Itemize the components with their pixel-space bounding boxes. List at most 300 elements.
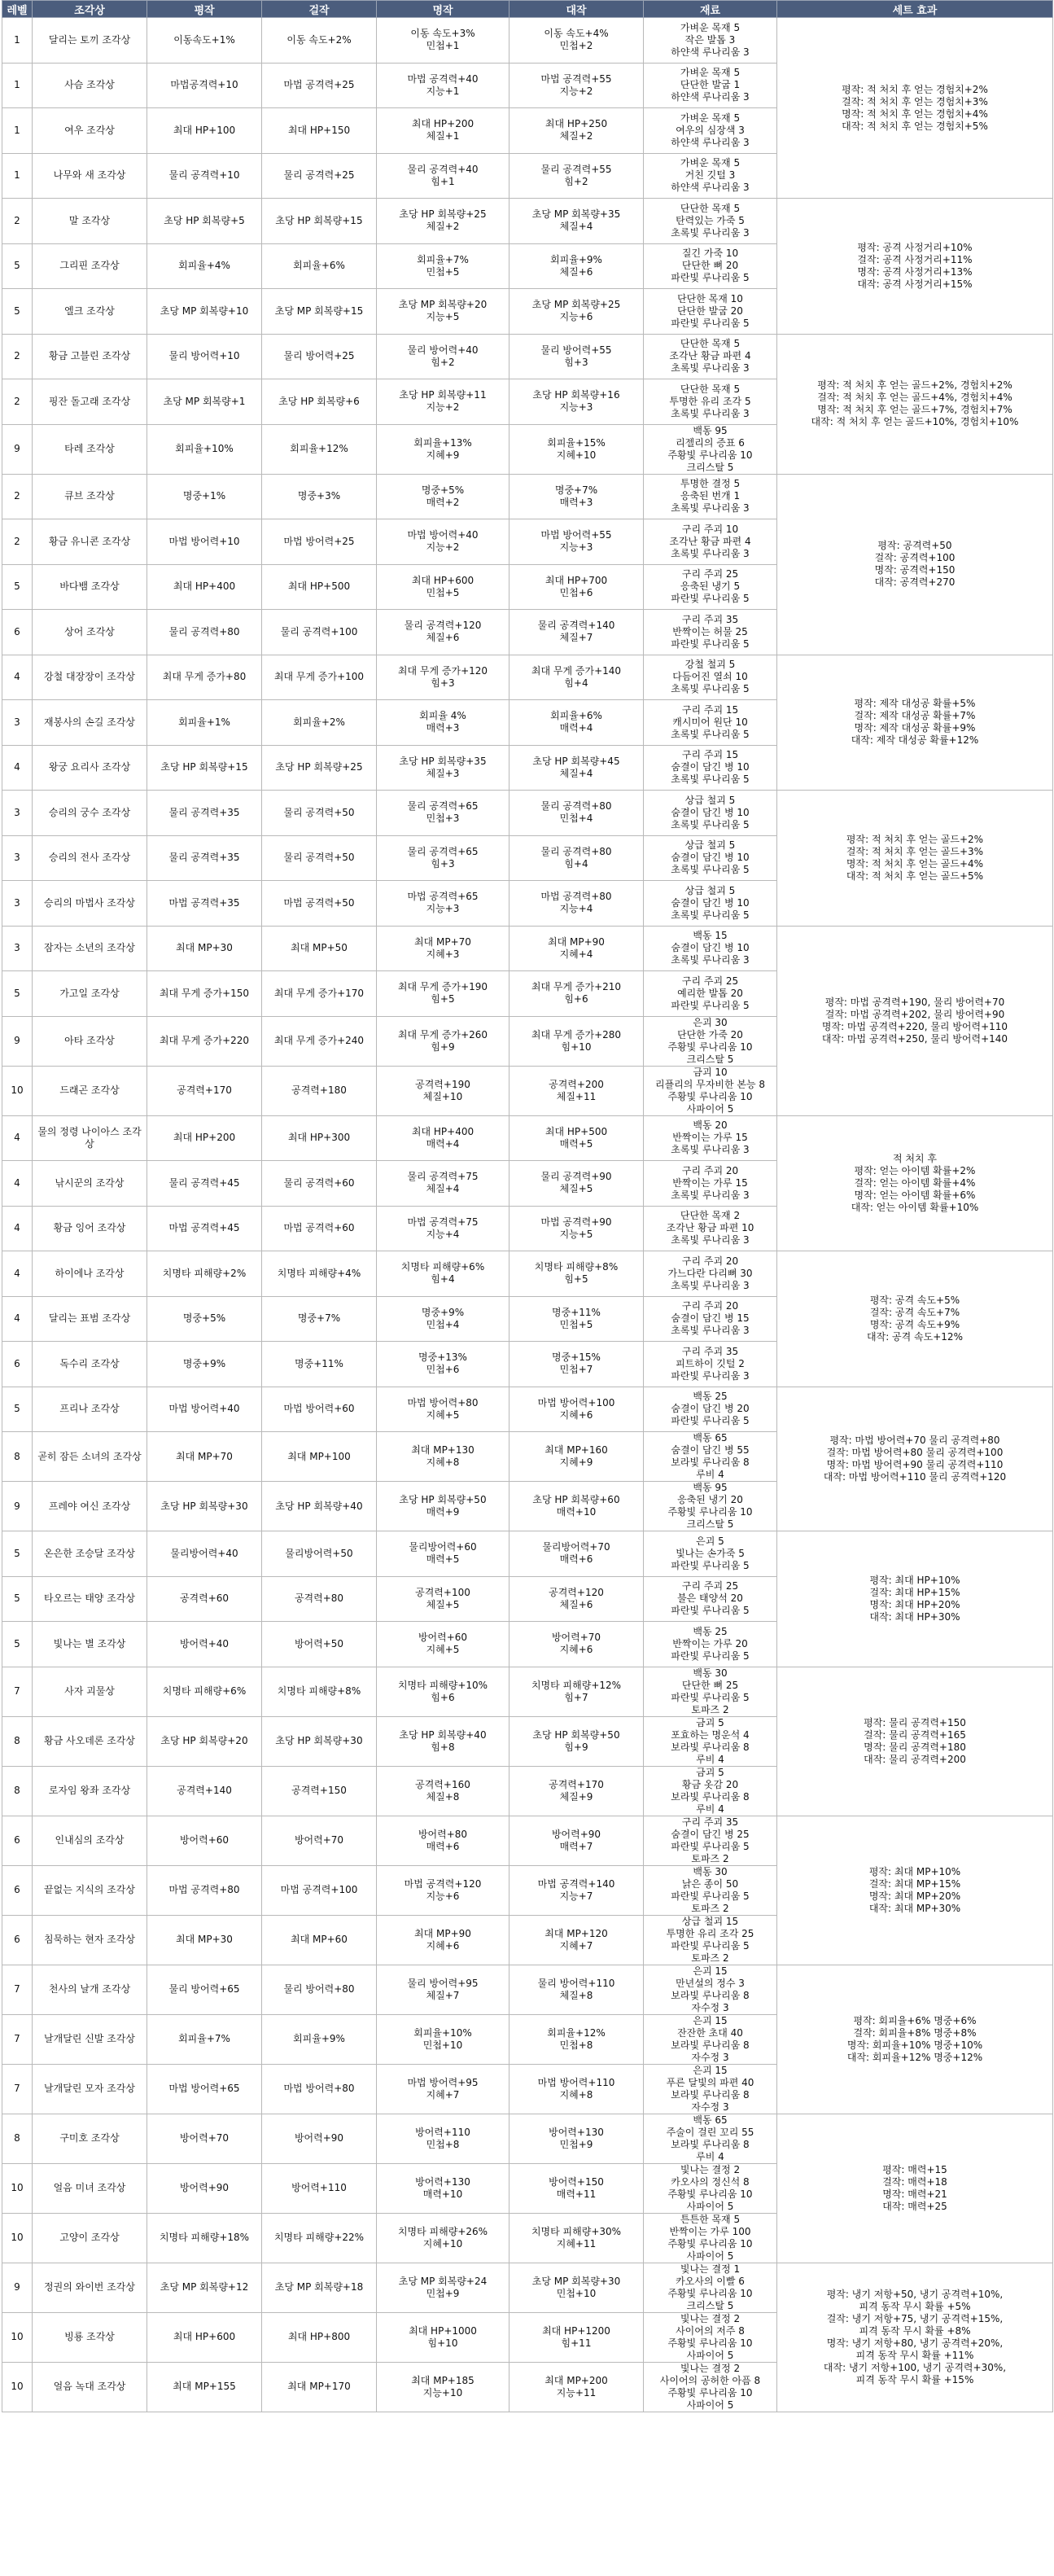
materials-cell: 빛나는 결정 1 카오사의 이빨 6 주황빛 루나리움 10 크리스탈 5 [644, 2263, 777, 2312]
great-grade-cell: 마법 방어력+95 지혜+7 [377, 2064, 510, 2114]
materials-cell: 구리 주괴 35 반짝이는 허물 25 파란빛 루나리움 5 [644, 610, 777, 655]
level-cell: 1 [2, 153, 33, 199]
set-effect-cell: 평작: 적 처치 후 얻는 경험치+2% 걸작: 적 처치 후 얻는 경험치+3% 명작: 적 처치 후 얻는 경험치+4% 대작: 적 처치 후 얻는 경험치+5% [777, 18, 1053, 199]
statue-name-cell: 빙룡 조각상 [33, 2312, 147, 2362]
great-grade-cell: 공격력+160 체질+8 [377, 1766, 510, 1816]
level-cell: 6 [2, 1342, 33, 1387]
masterpiece-grade-cell: 공격력+180 [262, 1066, 377, 1115]
header-row [2, 1, 1053, 18]
set-effect-cell: 평작: 물리 공격력+150 걸작: 물리 공격력+165 명작: 물리 공격력+180 대작: 물리 공격력+200 [777, 1667, 1053, 1816]
great-grade-cell: 치명타 피해량+26% 지혜+10 [377, 2213, 510, 2263]
normal-grade-cell: 마법 방어력+10 [147, 519, 262, 565]
great-grade-cell: 마법 공격력+75 지능+4 [377, 1206, 510, 1251]
epic-grade-cell: 치명타 피해량+30% 지혜+11 [510, 2213, 644, 2263]
epic-grade-cell: 초당 MP 회복량+30 민첩+10 [510, 2263, 644, 2312]
epic-grade-cell: 물리 공격력+80 민첩+4 [510, 791, 644, 836]
table-row [2, 1115, 1053, 1161]
statue-name-cell: 프레야 여신 조각상 [33, 1482, 147, 1531]
set-effect-cell: 평작: 매력+15 걸작: 매력+18 명작: 매력+21 대작: 매력+25 [777, 2114, 1053, 2263]
normal-grade-cell: 방어력+70 [147, 2114, 262, 2163]
great-grade-cell: 치명타 피해량+10% 힘+6 [377, 1667, 510, 1716]
masterpiece-grade-cell: 회피율+9% [262, 2014, 377, 2064]
table-row [2, 655, 1053, 700]
great-grade-cell: 최대 MP+70 지혜+3 [377, 926, 510, 971]
normal-grade-cell: 최대 MP+30 [147, 926, 262, 971]
great-grade-cell: 마법 공격력+120 지능+6 [377, 1865, 510, 1915]
epic-grade-cell: 물리방어력+70 매력+6 [510, 1531, 644, 1577]
statue-name-cell: 그리핀 조각상 [33, 243, 147, 289]
great-grade-cell: 공격력+100 체질+5 [377, 1576, 510, 1622]
header-great: 명작 [377, 1, 510, 18]
epic-grade-cell: 초당 MP 회복량+25 지능+6 [510, 289, 644, 335]
great-grade-cell: 최대 MP+185 지능+10 [377, 2362, 510, 2412]
great-grade-cell: 초당 HP 회복량+25 체질+2 [377, 199, 510, 244]
great-grade-cell: 최대 무게 증가+190 힘+5 [377, 971, 510, 1017]
normal-grade-cell: 회피율+7% [147, 2014, 262, 2064]
materials-cell: 투명한 결정 5 응축된 번개 1 초록빛 루나리움 3 [644, 474, 777, 519]
great-grade-cell: 초당 HP 회복량+40 힘+8 [377, 1716, 510, 1766]
epic-grade-cell: 물리 공격력+80 힘+4 [510, 835, 644, 881]
level-cell: 2 [2, 474, 33, 519]
statue-name-cell: 핑잔 돌고래 조각상 [33, 379, 147, 425]
materials-cell: 빛나는 결정 2 카오사의 정신석 8 주황빛 루나리움 10 사파이어 5 [644, 2163, 777, 2213]
great-grade-cell: 회피율+13% 지혜+9 [377, 424, 510, 474]
level-cell: 4 [2, 1296, 33, 1342]
level-cell: 5 [2, 243, 33, 289]
statue-name-cell: 인내심의 조각상 [33, 1816, 147, 1865]
masterpiece-grade-cell: 최대 MP+100 [262, 1432, 377, 1482]
normal-grade-cell: 초당 MP 회복량+1 [147, 379, 262, 425]
statue-name-cell: 로자임 왕좌 조각상 [33, 1766, 147, 1816]
great-grade-cell: 방어력+110 민첩+8 [377, 2114, 510, 2163]
statue-name-cell: 말 조각상 [33, 199, 147, 244]
set-effect-cell: 평작: 냉기 저항+50, 냉기 공격력+10%, 피격 동작 무시 확률 +5% 걸작: 냉기 저항+75, 냉기 공격력+15%, 피격 동작 무시 확률 +8% 명작: 냉기 저항+80, 냉기 공격력+20%, 피격 동작 무시 확률 +11% 대작: 냉기 저항+100, 냉기 공격력+30%, 피격 동작 무시 확률 +15% [777, 2263, 1053, 2412]
masterpiece-grade-cell: 명중+3% [262, 474, 377, 519]
epic-grade-cell: 최대 MP+90 지혜+4 [510, 926, 644, 971]
materials-cell: 구리 주괴 20 반짝이는 가루 15 초록빛 루나리움 3 [644, 1161, 777, 1207]
masterpiece-grade-cell: 공격력+80 [262, 1576, 377, 1622]
normal-grade-cell: 방어력+90 [147, 2163, 262, 2213]
table-row [2, 2114, 1053, 2163]
masterpiece-grade-cell: 회피율+6% [262, 243, 377, 289]
masterpiece-grade-cell: 명중+7% [262, 1296, 377, 1342]
normal-grade-cell: 이동속도+1% [147, 18, 262, 64]
materials-cell: 단단한 목재 5 탄력있는 가죽 5 초록빛 루나리움 3 [644, 199, 777, 244]
normal-grade-cell: 물리 공격력+35 [147, 791, 262, 836]
normal-grade-cell: 명중+5% [147, 1296, 262, 1342]
masterpiece-grade-cell: 최대 HP+500 [262, 564, 377, 610]
great-grade-cell: 최대 HP+600 민첩+5 [377, 564, 510, 610]
great-grade-cell: 마법 공격력+65 지능+3 [377, 881, 510, 927]
materials-cell: 은괴 15 만년설의 정수 3 보라빛 루나리움 8 자수정 3 [644, 1965, 777, 2014]
set-effect-cell: 평작: 회피율+6% 명중+6% 걸작: 회피율+8% 명중+8% 명작: 회피율+10% 명중+10% 대작: 회피율+12% 명중+12% [777, 1965, 1053, 2114]
table-row [2, 474, 1053, 519]
masterpiece-grade-cell: 방어력+110 [262, 2163, 377, 2213]
great-grade-cell: 회피율 4% 매력+3 [377, 700, 510, 746]
statue-name-cell: 재봉사의 손길 조각상 [33, 700, 147, 746]
materials-cell: 은괴 15 잔잔한 초대 40 보라빛 루나리움 8 자수정 3 [644, 2014, 777, 2064]
great-grade-cell: 물리 공격력+65 민첩+3 [377, 791, 510, 836]
level-cell: 9 [2, 2263, 33, 2312]
masterpiece-grade-cell: 치명타 피해량+22% [262, 2213, 377, 2263]
masterpiece-grade-cell: 공격력+150 [262, 1766, 377, 1816]
level-cell: 2 [2, 379, 33, 425]
level-cell: 4 [2, 655, 33, 700]
level-cell: 6 [2, 610, 33, 655]
epic-grade-cell: 공격력+120 체질+6 [510, 1576, 644, 1622]
header-statue: 조각상 [33, 1, 147, 18]
statue-name-cell: 빛나는 별 조각상 [33, 1622, 147, 1667]
materials-cell: 구리 주괴 10 조각난 황금 파편 4 초록빛 루나리움 3 [644, 519, 777, 565]
great-grade-cell: 초당 HP 회복량+50 매력+9 [377, 1482, 510, 1531]
materials-cell: 구리 주괴 25 응축된 냉기 5 파란빛 루나리움 5 [644, 564, 777, 610]
header-materials: 재료 [644, 1, 777, 18]
materials-cell: 구리 주괴 20 숨결이 담긴 병 15 초록빛 루나리움 3 [644, 1296, 777, 1342]
normal-grade-cell: 초당 HP 회복량+5 [147, 199, 262, 244]
level-cell: 3 [2, 791, 33, 836]
normal-grade-cell: 최대 무게 증가+150 [147, 971, 262, 1017]
table-row [2, 18, 1053, 64]
normal-grade-cell: 마법 방어력+65 [147, 2064, 262, 2114]
epic-grade-cell: 최대 MP+160 지혜+9 [510, 1432, 644, 1482]
epic-grade-cell: 마법 공격력+80 지능+4 [510, 881, 644, 927]
statue-name-cell: 물의 정령 나이아스 조각상 [33, 1115, 147, 1161]
masterpiece-grade-cell: 물리 공격력+50 [262, 835, 377, 881]
normal-grade-cell: 마법 공격력+35 [147, 881, 262, 927]
statue-name-cell: 황금 고블린 조각상 [33, 334, 147, 379]
epic-grade-cell: 회피율+6% 매력+4 [510, 700, 644, 746]
masterpiece-grade-cell: 치명타 피해량+4% [262, 1251, 377, 1297]
epic-grade-cell: 방어력+70 지혜+6 [510, 1622, 644, 1667]
masterpiece-grade-cell: 물리 공격력+25 [262, 153, 377, 199]
statue-name-cell: 엘크 조각상 [33, 289, 147, 335]
masterpiece-grade-cell: 최대 HP+300 [262, 1115, 377, 1161]
normal-grade-cell: 공격력+140 [147, 1766, 262, 1816]
statue-name-cell: 가고일 조각상 [33, 971, 147, 1017]
normal-grade-cell: 최대 무게 증가+80 [147, 655, 262, 700]
masterpiece-grade-cell: 물리 방어력+80 [262, 1965, 377, 2014]
level-cell: 7 [2, 1965, 33, 2014]
great-grade-cell: 최대 무게 증가+260 힘+9 [377, 1016, 510, 1066]
level-cell: 10 [2, 1066, 33, 1115]
normal-grade-cell: 초당 HP 회복량+30 [147, 1482, 262, 1531]
epic-grade-cell: 물리 공격력+140 체질+7 [510, 610, 644, 655]
set-effect-cell: 평작: 적 처치 후 얻는 골드+2%, 경험치+2% 걸작: 적 처치 후 얻는 골드+4%, 경험치+4% 명작: 적 처치 후 얻는 골드+7%, 경험치+7% 대작: 적 처치 후 얻는 골드+10%, 경험치+10% [777, 334, 1053, 474]
materials-cell: 백동 65 숨결이 담긴 병 55 보라빛 루나리움 8 루비 4 [644, 1432, 777, 1482]
masterpiece-grade-cell: 마법 공격력+60 [262, 1206, 377, 1251]
level-cell: 10 [2, 2163, 33, 2213]
normal-grade-cell: 공격력+170 [147, 1066, 262, 1115]
epic-grade-cell: 방어력+130 민첩+9 [510, 2114, 644, 2163]
statue-name-cell: 얼음 녹대 조각상 [33, 2362, 147, 2412]
epic-grade-cell: 최대 무게 증가+140 힘+4 [510, 655, 644, 700]
great-grade-cell: 물리 방어력+40 힘+2 [377, 334, 510, 379]
great-grade-cell: 물리 공격력+120 체질+6 [377, 610, 510, 655]
normal-grade-cell: 최대 HP+400 [147, 564, 262, 610]
great-grade-cell: 물리방어력+60 매력+5 [377, 1531, 510, 1577]
table-row [2, 1965, 1053, 2014]
level-cell: 3 [2, 700, 33, 746]
masterpiece-grade-cell: 물리 공격력+50 [262, 791, 377, 836]
materials-cell: 빛나는 결정 2 사이어의 저주 8 주황빛 루나리움 10 사파이어 5 [644, 2312, 777, 2362]
level-cell: 1 [2, 63, 33, 108]
materials-cell: 상급 철괴 5 숨결이 담긴 병 10 초록빛 루나리움 5 [644, 791, 777, 836]
masterpiece-grade-cell: 명중+11% [262, 1342, 377, 1387]
table-row [2, 199, 1053, 244]
epic-grade-cell: 명중+15% 민첩+7 [510, 1342, 644, 1387]
level-cell: 5 [2, 564, 33, 610]
masterpiece-grade-cell: 최대 무게 증가+100 [262, 655, 377, 700]
epic-grade-cell: 초당 HP 회복량+50 힘+9 [510, 1716, 644, 1766]
great-grade-cell: 초당 MP 회복량+24 민첩+9 [377, 2263, 510, 2312]
statue-name-cell: 승리의 마법사 조각상 [33, 881, 147, 927]
table-row [2, 1387, 1053, 1432]
level-cell: 4 [2, 1251, 33, 1297]
masterpiece-grade-cell: 마법 공격력+50 [262, 881, 377, 927]
materials-cell: 은괴 30 단단한 가죽 20 주황빛 루나리움 10 크리스탈 5 [644, 1016, 777, 1066]
great-grade-cell: 마법 방어력+80 지혜+5 [377, 1387, 510, 1432]
materials-cell: 가벼운 목재 5 거친 깃털 3 하얀색 루나리움 3 [644, 153, 777, 199]
materials-cell: 구리 주괴 15 캐시미어 원단 10 초록빛 루나리움 5 [644, 700, 777, 746]
masterpiece-grade-cell: 초당 MP 회복량+15 [262, 289, 377, 335]
statue-name-cell: 침묵하는 현자 조각상 [33, 1915, 147, 1965]
materials-cell: 구리 주괴 20 가느다란 다리뼈 30 초록빛 루나리움 3 [644, 1251, 777, 1297]
level-cell: 9 [2, 424, 33, 474]
materials-cell: 강철 철괴 5 다듬어진 열쇠 10 초록빛 루나리움 5 [644, 655, 777, 700]
great-grade-cell: 최대 무게 증가+120 힘+3 [377, 655, 510, 700]
statue-name-cell: 날개달린 신발 조각상 [33, 2014, 147, 2064]
epic-grade-cell: 회피율+12% 민첩+8 [510, 2014, 644, 2064]
level-cell: 7 [2, 2014, 33, 2064]
level-cell: 8 [2, 1716, 33, 1766]
level-cell: 6 [2, 1865, 33, 1915]
statue-name-cell: 황금 사오데론 조각상 [33, 1716, 147, 1766]
level-cell: 8 [2, 2114, 33, 2163]
epic-grade-cell: 치명타 피해량+12% 힘+7 [510, 1667, 644, 1716]
great-grade-cell: 최대 HP+400 매력+4 [377, 1115, 510, 1161]
normal-grade-cell: 초당 MP 회복량+12 [147, 2263, 262, 2312]
normal-grade-cell: 최대 무게 증가+220 [147, 1016, 262, 1066]
epic-grade-cell: 최대 무게 증가+210 힘+6 [510, 971, 644, 1017]
normal-grade-cell: 치명타 피해량+2% [147, 1251, 262, 1297]
masterpiece-grade-cell: 최대 MP+60 [262, 1915, 377, 1965]
statue-name-cell: 바다뱀 조각상 [33, 564, 147, 610]
set-effect-cell: 평작: 공격력+50 걸작: 공격력+100 명작: 공격력+150 대작: 공격력+270 [777, 474, 1053, 655]
statue-name-cell: 타레 조각상 [33, 424, 147, 474]
epic-grade-cell: 치명타 피해량+8% 힘+5 [510, 1251, 644, 1297]
statue-name-cell: 달리는 표범 조각상 [33, 1296, 147, 1342]
statue-name-cell: 낚시꾼의 조각상 [33, 1161, 147, 1207]
epic-grade-cell: 초당 HP 회복량+60 매력+10 [510, 1482, 644, 1531]
normal-grade-cell: 마법 공격력+45 [147, 1206, 262, 1251]
materials-cell: 빛나는 결정 2 사이어의 공허한 아픔 8 주황빛 루나리움 10 사파이어 5 [644, 2362, 777, 2412]
level-cell: 1 [2, 18, 33, 64]
materials-cell: 가벼운 목재 5 작은 발톱 3 하얀색 루나리움 3 [644, 18, 777, 64]
great-grade-cell: 초당 HP 회복량+35 체질+3 [377, 745, 510, 791]
materials-cell: 단단한 목재 5 조각난 황금 파편 4 초록빛 루나리움 3 [644, 334, 777, 379]
masterpiece-grade-cell: 물리 방어력+25 [262, 334, 377, 379]
epic-grade-cell: 회피율+15% 지혜+10 [510, 424, 644, 474]
great-grade-cell: 방어력+80 매력+6 [377, 1816, 510, 1865]
epic-grade-cell: 최대 무게 증가+280 힘+10 [510, 1016, 644, 1066]
epic-grade-cell: 최대 MP+120 지혜+7 [510, 1915, 644, 1965]
masterpiece-grade-cell: 마법 방어력+80 [262, 2064, 377, 2114]
great-grade-cell: 물리 방어력+95 체질+7 [377, 1965, 510, 2014]
header-masterpiece: 걸작 [262, 1, 377, 18]
statue-name-cell: 드래곤 조각상 [33, 1066, 147, 1115]
epic-grade-cell: 마법 방어력+55 지능+3 [510, 519, 644, 565]
level-cell: 8 [2, 1432, 33, 1482]
level-cell: 6 [2, 1915, 33, 1965]
masterpiece-grade-cell: 마법 방어력+25 [262, 519, 377, 565]
great-grade-cell: 이동 속도+3% 민첩+1 [377, 18, 510, 64]
statue-name-cell: 온은한 조승달 조각상 [33, 1531, 147, 1577]
table-row [2, 1667, 1053, 1716]
great-grade-cell: 최대 HP+200 체질+1 [377, 108, 510, 154]
materials-cell: 상급 철괴 5 숨결이 담긴 병 10 초록빛 루나리움 5 [644, 881, 777, 927]
level-cell: 5 [2, 1531, 33, 1577]
statue-name-cell: 황금 잉어 조각상 [33, 1206, 147, 1251]
normal-grade-cell: 공격력+60 [147, 1576, 262, 1622]
level-cell: 4 [2, 1206, 33, 1251]
masterpiece-grade-cell: 회피율+12% [262, 424, 377, 474]
normal-grade-cell: 최대 MP+30 [147, 1915, 262, 1965]
normal-grade-cell: 치명타 피해량+6% [147, 1667, 262, 1716]
level-cell: 5 [2, 1622, 33, 1667]
epic-grade-cell: 명중+11% 민첩+5 [510, 1296, 644, 1342]
masterpiece-grade-cell: 방어력+50 [262, 1622, 377, 1667]
statue-name-cell: 얼음 미녀 조각상 [33, 2163, 147, 2213]
masterpiece-grade-cell: 이동 속도+2% [262, 18, 377, 64]
great-grade-cell: 공격력+190 체질+10 [377, 1066, 510, 1115]
masterpiece-grade-cell: 초당 HP 회복량+15 [262, 199, 377, 244]
statue-name-cell: 잠자는 소년의 조각상 [33, 926, 147, 971]
header-set-effect: 세트 효과 [777, 1, 1053, 18]
normal-grade-cell: 마법 방어력+40 [147, 1387, 262, 1432]
normal-grade-cell: 마법공격력+10 [147, 63, 262, 108]
masterpiece-grade-cell: 최대 HP+150 [262, 108, 377, 154]
materials-cell: 질긴 가죽 10 단단한 뼈 20 파란빛 루나리움 5 [644, 243, 777, 289]
statue-name-cell: 고양이 조각상 [33, 2213, 147, 2263]
masterpiece-grade-cell: 최대 무게 증가+170 [262, 971, 377, 1017]
epic-grade-cell: 물리 방어력+55 힘+3 [510, 334, 644, 379]
materials-cell: 가벼운 목재 5 여우의 심장색 3 하얀색 루나리움 3 [644, 108, 777, 154]
header-epic: 대작 [510, 1, 644, 18]
normal-grade-cell: 명중+1% [147, 474, 262, 519]
epic-grade-cell: 마법 공격력+140 지능+7 [510, 1865, 644, 1915]
header-normal: 평작 [147, 1, 262, 18]
great-grade-cell: 물리 공격력+65 힘+3 [377, 835, 510, 881]
statue-name-cell: 구미호 조각상 [33, 2114, 147, 2163]
normal-grade-cell: 최대 HP+200 [147, 1115, 262, 1161]
epic-grade-cell: 물리 방어력+110 체질+8 [510, 1965, 644, 2014]
normal-grade-cell: 회피율+10% [147, 424, 262, 474]
normal-grade-cell: 최대 MP+155 [147, 2362, 262, 2412]
epic-grade-cell: 마법 방어력+110 지혜+8 [510, 2064, 644, 2114]
statue-table [2, 0, 1053, 2412]
great-grade-cell: 마법 방어력+40 지능+2 [377, 519, 510, 565]
level-cell: 3 [2, 881, 33, 927]
great-grade-cell: 회피율+7% 민첩+5 [377, 243, 510, 289]
level-cell: 10 [2, 2213, 33, 2263]
masterpiece-grade-cell: 물리 공격력+100 [262, 610, 377, 655]
normal-grade-cell: 초당 MP 회복량+10 [147, 289, 262, 335]
statue-name-cell: 승리의 궁수 조각상 [33, 791, 147, 836]
materials-cell: 백동 95 리젤리의 증표 6 주황빛 루나리움 10 크리스탈 5 [644, 424, 777, 474]
masterpiece-grade-cell: 마법 공격력+25 [262, 63, 377, 108]
materials-cell: 상급 철괴 15 투명한 유리 조각 25 파란빛 루나리움 5 토파즈 2 [644, 1915, 777, 1965]
table-row [2, 791, 1053, 836]
table-row [2, 1531, 1053, 1577]
level-cell: 7 [2, 2064, 33, 2114]
great-grade-cell: 명중+9% 민첩+4 [377, 1296, 510, 1342]
epic-grade-cell: 물리 공격력+55 힘+2 [510, 153, 644, 199]
materials-cell: 단단한 목재 10 단단한 발굽 20 파란빛 루나리움 5 [644, 289, 777, 335]
statue-name-cell: 끝없는 지식의 조각상 [33, 1865, 147, 1915]
great-grade-cell: 최대 HP+1000 힘+10 [377, 2312, 510, 2362]
masterpiece-grade-cell: 마법 공격력+100 [262, 1865, 377, 1915]
level-cell: 4 [2, 1161, 33, 1207]
table-row [2, 1251, 1053, 1297]
level-cell: 2 [2, 519, 33, 565]
set-effect-cell: 평작: 마법 방어력+70 물리 공격력+80 걸작: 마법 방어력+80 물리 공격력+100 명작: 마법 방어력+90 물리 공격력+110 대작: 마법 방어력+110 물리 공격력+120 [777, 1387, 1053, 1531]
masterpiece-grade-cell: 최대 MP+170 [262, 2362, 377, 2412]
great-grade-cell: 초당 MP 회복량+20 지능+5 [377, 289, 510, 335]
epic-grade-cell: 공격력+170 체질+9 [510, 1766, 644, 1816]
table-row [2, 334, 1053, 379]
set-effect-cell: 평작: 최대 HP+10% 걸작: 최대 HP+15% 명작: 최대 HP+20% 대작: 최대 HP+30% [777, 1531, 1053, 1667]
set-effect-cell: 평작: 적 처치 후 얻는 골드+2% 걸작: 적 처치 후 얻는 골드+3% 명작: 적 처치 후 얻는 골드+4% 대작: 적 처치 후 얻는 골드+5% [777, 791, 1053, 927]
table-body [2, 18, 1053, 2412]
table-row [2, 2263, 1053, 2312]
set-effect-cell: 평작: 공격 사정거리+10% 걸작: 공격 사정거리+11% 명작: 공격 사정거리+13% 대작: 공격 사정거리+15% [777, 199, 1053, 335]
statue-name-cell: 황금 유니콘 조각상 [33, 519, 147, 565]
epic-grade-cell: 초당 HP 회복량+16 지능+3 [510, 379, 644, 425]
materials-cell: 금괴 10 리플리의 무자비한 본능 8 주황빛 루나리움 10 사파이어 5 [644, 1066, 777, 1115]
masterpiece-grade-cell: 최대 MP+50 [262, 926, 377, 971]
epic-grade-cell: 마법 방어력+100 지혜+6 [510, 1387, 644, 1432]
materials-cell: 백동 30 낡은 종이 50 파란빛 루나리움 5 토파즈 2 [644, 1865, 777, 1915]
materials-cell: 은괴 5 빛나는 손가죽 5 파란빛 루나리움 5 [644, 1531, 777, 1577]
materials-cell: 백동 25 반짝이는 가루 20 파란빛 루나리움 5 [644, 1622, 777, 1667]
set-effect-cell: 평작: 최대 MP+10% 걸작: 최대 MP+15% 명작: 최대 MP+20% 대작: 최대 MP+30% [777, 1816, 1053, 1965]
level-cell: 7 [2, 1667, 33, 1716]
epic-grade-cell: 방어력+150 매력+11 [510, 2163, 644, 2213]
masterpiece-grade-cell: 초당 HP 회복량+6 [262, 379, 377, 425]
materials-cell: 백동 95 응축된 냉기 20 주황빛 루나리움 10 크리스탈 5 [644, 1482, 777, 1531]
materials-cell: 단단한 목재 2 조각난 황금 파편 10 초록빛 루나리움 3 [644, 1206, 777, 1251]
masterpiece-grade-cell: 초당 HP 회복량+40 [262, 1482, 377, 1531]
normal-grade-cell: 물리 방어력+10 [147, 334, 262, 379]
great-grade-cell: 치명타 피해량+6% 힘+4 [377, 1251, 510, 1297]
epic-grade-cell: 방어력+90 매력+7 [510, 1816, 644, 1865]
materials-cell: 백동 65 주술이 걸린 꼬리 55 보라빛 루나리움 8 루비 4 [644, 2114, 777, 2163]
normal-grade-cell: 초당 HP 회복량+15 [147, 745, 262, 791]
materials-cell: 상급 철괴 5 숨결이 담긴 병 10 초록빛 루나리움 5 [644, 835, 777, 881]
level-cell: 2 [2, 334, 33, 379]
statue-name-cell: 독수리 조각상 [33, 1342, 147, 1387]
materials-cell: 구리 주괴 35 숨결이 담긴 병 25 파란빛 루나리움 5 토파즈 2 [644, 1816, 777, 1865]
great-grade-cell: 초당 HP 회복량+11 지능+2 [377, 379, 510, 425]
statue-name-cell: 달리는 토끼 조각상 [33, 18, 147, 64]
masterpiece-grade-cell: 회피율+2% [262, 700, 377, 746]
normal-grade-cell: 최대 HP+100 [147, 108, 262, 154]
level-cell: 4 [2, 1115, 33, 1161]
table-row [2, 926, 1053, 971]
materials-cell: 금괴 5 포효하는 명운석 4 보라빛 루나리움 8 루비 4 [644, 1716, 777, 1766]
materials-cell: 구리 주괴 25 예리한 발톱 20 파란빛 루나리움 5 [644, 971, 777, 1017]
statue-name-cell: 여우 조각상 [33, 108, 147, 154]
